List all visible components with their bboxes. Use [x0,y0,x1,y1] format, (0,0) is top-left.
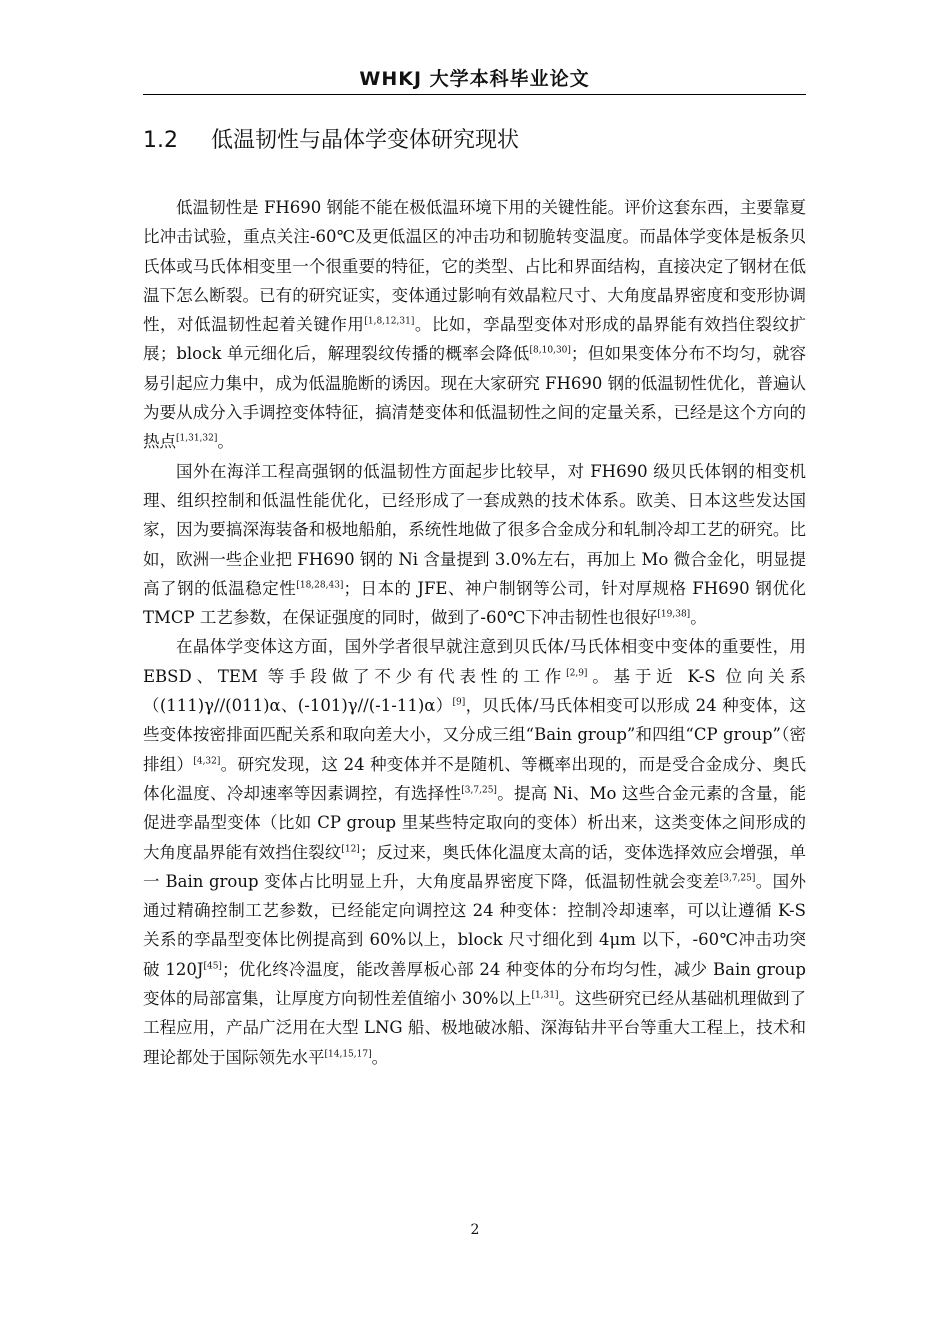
section-number: 1.2 [143,128,178,153]
text-run: ；反过来，奥氏体化温度太高的话，变体选择效应会增强，单一 Bain group 变体占比明显上升，大角度晶界密度下降，低温韧性就会变差 [143,842,807,891]
section-title: 低温韧性与晶体学变体研究现状 [211,128,520,153]
text-run: ，贝氏体/马氏体相变可以形成 24 种变体，这些变体按密排面匹配关系和取向差大小，又分成三组“Bain group”和四组“CP group”（密排组） [143,696,806,774]
citation-ref: [14,15,17] [324,1049,372,1060]
text-run: 。这些研究已经从基础机理做到了工程应用，产品广泛用在大型 LNG 船、极地破冰船、深海钻井平台等重大工程上，技术和理论都处于国际领先水平 [143,989,807,1067]
paragraph [143,193,806,457]
text-run: 。研究发现，这 24 种变体并不是随机、等概率出现的，而是受合金成分、奥氏体化温度、冷却速率等因素调控，有选择性 [143,754,806,803]
text-run: ；但如果变体分布不均匀，就容易引起应力集中，成为低温脆断的诱因。现在大家研究 FH690 钢的低温韧性优化，普遍认为要从成分入手调控变体特征，搞清楚变体和低温韧性之间的定量关系，已经是这个方向的热点 [143,344,807,452]
text-run: ；优化终冷温度，能改善厚板心部 24 种变体的分布均匀性，减少 Bain group 变体的局部富集，让厚度方向韧性差值缩小 30%以上 [143,959,806,1009]
text-run: 。 [217,432,234,452]
section-heading [143,125,519,157]
text-run: 在晶体学变体这方面，国外学者很早就注意到贝氏体/马氏体相变中变体的重要性，用 EBSD、TEM 等手段做了不少有代表性的工作 [143,637,806,686]
citation-ref: [1,31] [531,990,559,1001]
body-text [143,193,806,1072]
text-run: 。 [371,1047,389,1067]
citation-ref: [3,7,25] [461,785,497,796]
citation-ref: [19,38] [657,609,691,620]
citation-ref: [4,32] [193,756,221,767]
citation-ref: [18,28,43] [296,580,344,591]
citation-ref: [2,9] [566,668,588,679]
header-title: WHKJ 大学本科毕业论文 [359,68,590,90]
citation-ref: [9] [452,697,466,708]
text-run: 。国外通过精确控制工艺参数，已经能定向调控这 24 种变体：控制冷却速率，可以让遵循 K-S 关系的孪晶型变体比例提高到 60%以上，block 尺寸细化到 4μm 以下，-60℃冲击功突破 120J [143,871,806,979]
text-run: 。基于近 K-S 位向关系（(111)γ//(011)α、(-101)γ//(-1-11)α） [143,666,806,716]
text-run: 低温韧性是 FH690 钢能不能在极低温环境下用的关键性能。评价这套东西，主要靠夏比冲击试验，重点关注-60℃及更低温区的冲击功和韧脆转变温度。而晶体学变体是板条贝氏体或马氏体相变里一个很重要的特征，它的类型、占比和界面结构，直接决定了钢材在低温下怎么断裂。已有的研究证实，变体通过影响有效晶粒尺寸、大角度晶界密度和变形协调性，对低温韧性起着关键作用 [143,198,806,335]
citation-ref: [12] [341,844,360,855]
paragraph [143,457,806,633]
citation-ref: [1,8,12,31] [364,316,415,327]
citation-ref: [3,7,25] [719,873,756,884]
text-run: 国外在海洋工程高强钢的低温韧性方面起步比较早，对 FH690 级贝氏体钢的相变机理、组织控制和低温性能优化，已经形成了一套成熟的技术体系。欧美、日本这些发达国家，因为要搞深海装备和极地船舶，系统性地做了很多合金成分和轧制冷却工艺的研究。比如，欧洲一些企业把 FH690 钢的 Ni 含量提到 3.0%左右，再加上 Mo 微合金化，明显提高了钢的低温稳定性 [143,461,806,598]
citation-ref: [45] [203,961,222,972]
text-run: ；日本的 JFE、神户制钢等公司，针对厚规格 FH690 钢优化 TMCP 工艺参数，在保证强度的同时，做到了-60℃下冲击韧性也很好 [143,578,806,628]
text-run: 。 [690,608,707,628]
citation-ref: [8,10,30] [529,345,571,356]
text-run: 。比如，孪晶型变体对形成的晶界能有效挡住裂纹扩展；block 单元细化后，解理裂纹传播的概率会降低 [143,315,807,364]
paragraph [143,632,806,1071]
citation-ref: [1,31,32] [176,433,218,444]
page-number: 2 [470,1222,480,1238]
page-header [143,64,806,95]
text-run: 。提高 Ni、Mo 这些合金元素的含量，能促进孪晶型变体（比如 CP group 里某些特定取向的变体）析出来，这类变体之间形成的大角度晶界能有效挡住裂纹 [143,783,806,862]
